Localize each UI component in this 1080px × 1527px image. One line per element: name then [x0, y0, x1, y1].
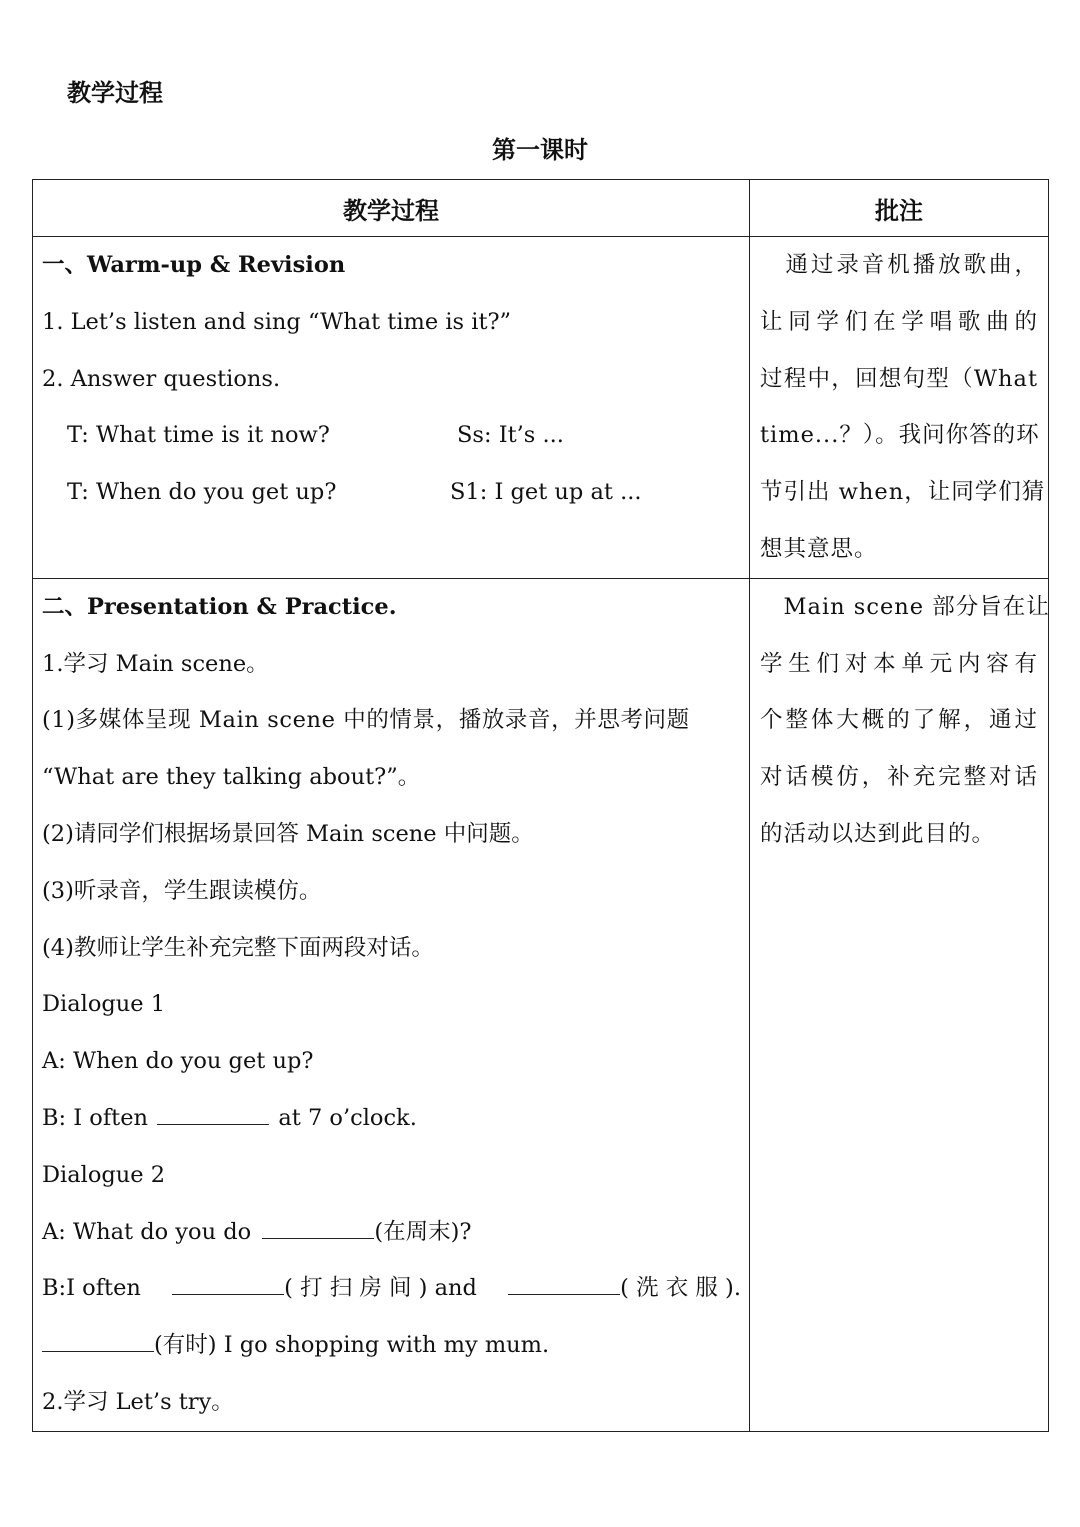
- dialogue-1-line-b-start: B: I often: [42, 1104, 149, 1131]
- dialogue-1-label: Dialogue 1: [42, 991, 166, 1018]
- note-line: 过程中，回想句型（What: [760, 365, 1038, 392]
- presentation-line: (2)请同学们根据场景回答 Main scene 中问题。: [42, 820, 534, 847]
- note-line: 的活动以达到此目的。: [760, 820, 996, 847]
- presentation-line: (3)听录音，学生跟读模仿。: [42, 877, 322, 904]
- note-line: 对话模仿，补充完整对话: [760, 764, 1038, 791]
- dialogue-row-1: [42, 407, 741, 464]
- teacher-question-2: T: When do you get up?: [67, 479, 337, 506]
- dialogue-2-line-b-mid: ( 打 扫 房 间 ) and: [284, 1275, 477, 1302]
- column-header-notes: 批注: [750, 180, 1049, 237]
- column-header-process: 教学过程: [33, 180, 750, 237]
- note-line: 学生们对本单元内容有: [760, 650, 1038, 677]
- note-line: 让同学们在学唱歌曲的: [760, 308, 1038, 335]
- fill-blank: [508, 1268, 620, 1295]
- section-warmup-title: 一、Warm-up & Revision: [42, 252, 346, 278]
- warmup-item-1: 1. Let’s listen and sing “What time is it?”: [42, 308, 512, 335]
- dialogue-2-line-b-end: ( 洗 衣 服 ).: [620, 1275, 741, 1302]
- student-answer-2: S1: I get up at ...: [450, 479, 642, 506]
- dialogue-2-line-a-end: (在周末)?: [374, 1218, 472, 1245]
- note-line: 个整体大概的了解，通过: [760, 707, 1038, 734]
- table-header-row: [33, 180, 1049, 237]
- section-presentation-notes: [750, 578, 1049, 1431]
- note-line: time...？）。我问你答的环: [760, 422, 1040, 449]
- presentation-line: (4)教师让学生补充完整下面两段对话。: [42, 934, 434, 961]
- section-presentation-title: 二、Presentation & Practice.: [42, 593, 397, 620]
- section-warmup-notes: [750, 237, 1049, 579]
- presentation-line: 1.学习 Main scene。: [42, 650, 269, 677]
- dialogue-2-line-b: [42, 1260, 741, 1317]
- fill-blank: [42, 1325, 154, 1352]
- dialogue-2-line-a: [42, 1204, 741, 1261]
- dialogue-2-line-c: [42, 1317, 741, 1374]
- fill-blank: [157, 1098, 269, 1125]
- dialogue-2-line-b-start: B:I often: [42, 1275, 141, 1302]
- note-line: 想其意思。: [760, 535, 878, 562]
- presentation-line: “What are they talking about?”。: [42, 764, 421, 791]
- dialogue-1-line-b-end: at 7 o’clock.: [278, 1104, 417, 1131]
- note-line: 通过录音机播放歌曲，: [760, 252, 1038, 278]
- warmup-item-2: 2. Answer questions.: [42, 365, 281, 392]
- dialogue-1-line-a: A: When do you get up?: [42, 1048, 314, 1075]
- dialogue-row-2: [42, 464, 741, 521]
- dialogue-1-line-b: [42, 1090, 741, 1147]
- section-warmup-content: [33, 237, 750, 579]
- section-presentation-content: [33, 578, 750, 1431]
- section-presentation-row: [33, 578, 1049, 1431]
- note-line: 节引出 when，让同学们猜: [760, 479, 1046, 506]
- presentation-line: (1)多媒体呈现 Main scene 中的情景，播放录音，并思考问题: [42, 707, 690, 734]
- teacher-question-1: T: What time is it now?: [67, 422, 330, 449]
- page-heading: 教学过程: [67, 78, 163, 107]
- dialogue-2-line-a-start: A: What do you do: [42, 1218, 252, 1245]
- dialogue-2-label: Dialogue 2: [42, 1161, 166, 1188]
- section-warmup-row: [33, 237, 1049, 579]
- lesson-table: [32, 179, 1049, 1432]
- presentation-line: 2.学习 Let’s try。: [42, 1388, 234, 1415]
- fill-blank: [262, 1212, 374, 1239]
- note-line: Main scene 部分旨在让: [760, 593, 1050, 620]
- fill-blank: [172, 1268, 284, 1295]
- lesson-title: 第一课时: [492, 135, 588, 164]
- student-answer-1: Ss: It’s ...: [457, 422, 564, 449]
- dialogue-2-line-c-end: (有时) I go shopping with my mum.: [154, 1332, 550, 1359]
